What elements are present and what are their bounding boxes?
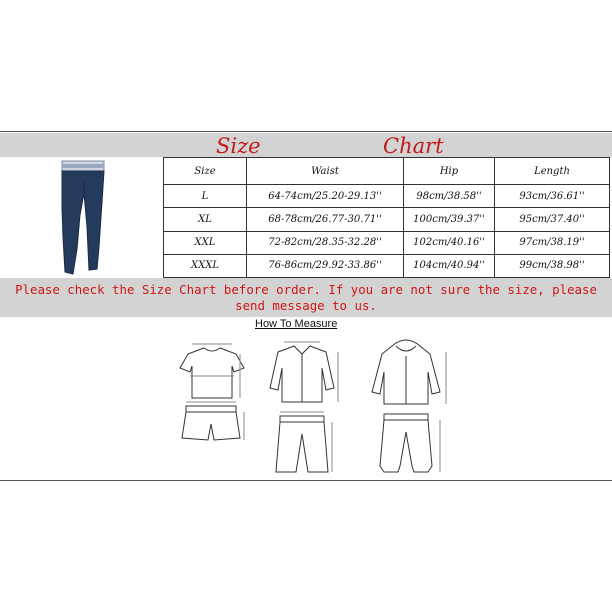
product-image-area bbox=[0, 157, 162, 278]
shorts-diagram bbox=[182, 402, 244, 440]
cell-length: 95cm/37.40'' bbox=[495, 208, 610, 231]
how-to-measure-diagram bbox=[160, 332, 460, 478]
header-length: Length bbox=[495, 158, 610, 185]
cell-size: L bbox=[164, 185, 247, 208]
header-hip: Hip bbox=[404, 158, 495, 185]
title-chart-word: Chart bbox=[383, 134, 444, 158]
cell-waist: 68-78cm/26.77-30.71'' bbox=[247, 208, 404, 231]
table-row bbox=[164, 254, 610, 277]
size-notice: Please check the Size Chart before order. If you are not sure the size, please send message to us. bbox=[15, 282, 597, 313]
table-header-row bbox=[164, 158, 610, 185]
cell-hip: 98cm/38.58'' bbox=[404, 185, 495, 208]
bottom-rule bbox=[0, 480, 612, 481]
cell-waist: 76-86cm/29.92-33.86'' bbox=[247, 254, 404, 277]
table-row bbox=[164, 231, 610, 254]
title-band bbox=[0, 133, 612, 157]
pants-product-image bbox=[0, 157, 162, 278]
size-table bbox=[163, 157, 610, 278]
top-rule bbox=[0, 131, 612, 132]
cell-hip: 104cm/40.94'' bbox=[404, 254, 495, 277]
cell-size: XL bbox=[164, 208, 247, 231]
header-waist: Waist bbox=[247, 158, 404, 185]
cell-length: 97cm/38.19'' bbox=[495, 231, 610, 254]
cell-waist: 64-74cm/25.20-29.13'' bbox=[247, 185, 404, 208]
shirt-diagram bbox=[270, 342, 338, 402]
cell-length: 93cm/36.61'' bbox=[495, 185, 610, 208]
table-row bbox=[164, 208, 610, 231]
cell-size: XXXL bbox=[164, 254, 247, 277]
title-size-word: Size bbox=[216, 134, 261, 158]
tshirt-diagram bbox=[180, 344, 244, 398]
cell-waist: 72-82cm/28.35-32.28'' bbox=[247, 231, 404, 254]
table-row bbox=[164, 185, 610, 208]
cell-size: XXL bbox=[164, 231, 247, 254]
hoodie-diagram bbox=[372, 340, 446, 404]
joggers-diagram bbox=[380, 414, 440, 472]
header-size: Size bbox=[164, 158, 247, 185]
how-to-measure-title: How To Measure bbox=[255, 318, 338, 330]
trousers-diagram bbox=[276, 412, 332, 472]
cell-hip: 102cm/40.16'' bbox=[404, 231, 495, 254]
cell-hip: 100cm/39.37'' bbox=[404, 208, 495, 231]
cell-length: 99cm/38.98'' bbox=[495, 254, 610, 277]
